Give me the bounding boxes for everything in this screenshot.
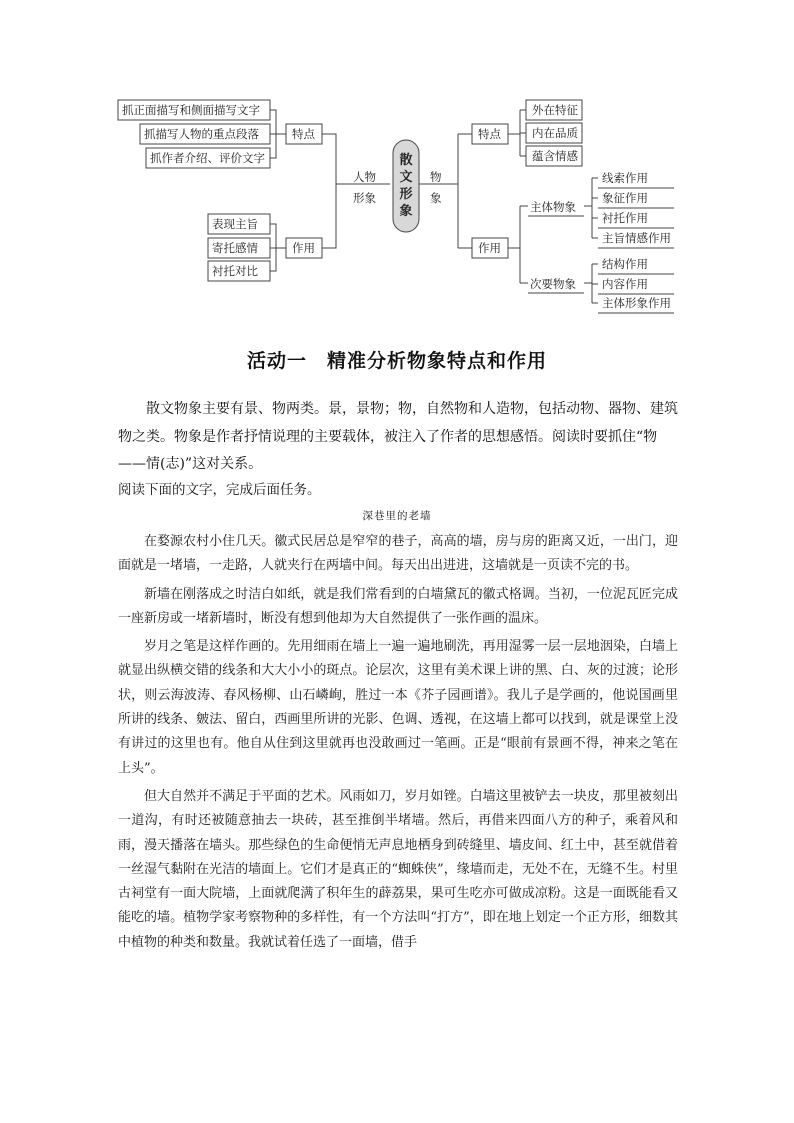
section-heading: 活动一 精准分析物象特点和作用	[246, 350, 547, 372]
story-paragraph: 岁月之笔是这样作画的。先用细雨在墙上一遍一遍地刷洗，再用湿雾一层一层地洇染，白墙上就显出纵横交错的线条和大大小小的斑点。论层次，这里有美术课上讲的黑、白、灰的过渡；论形状，则云海波涛、春风杨柳、山石嶙峋，胜过一本《芥子园画谱》。我儿子是学画的，他说国画里所讲的线条、皴法、留白，西画里所讲的光影、色调、透视，在这墙上都可以找到，就是课堂上没有讲过的这里也有。他自从住到这里就再也没敢画过一笔画。正是“眼前有景画不得，神来之笔在上头”。	[118, 639, 678, 776]
right-function-label: 作用	[478, 241, 501, 255]
left-feature-item: 抓作者介绍、评价文字	[150, 151, 265, 165]
main-object-item: 衬托作用	[602, 211, 648, 225]
story-paragraph: 新墙在刚落成之时洁白如纸，就是我们常看到的白墙黛瓦的徽式格调。当初，一位泥瓦匠完成一座新房或一堵新墙时，断没有想到他却为大自然提供了一张作画的温床。	[118, 586, 678, 626]
left-function-item: 衬托对比	[212, 264, 258, 278]
right-feature-item: 外在特征	[532, 103, 578, 117]
reading-instruction: 阅读下面的文字，完成后面任务。	[118, 482, 321, 498]
left-branch-label: 形象	[353, 191, 376, 205]
main-object-label: 主体物象	[530, 200, 576, 214]
left-feature-item: 抓描写人物的重点段落	[144, 127, 259, 141]
intro-paragraph: 散文物象主要有景、物两类。景，景物；物，自然物和人造物，包括动物、器物、建筑物之类。物象是作者抒情说理的主要载体，被注入了作者的思想感悟。阅读时要抓住“物——情(志)”这对关系。	[118, 401, 678, 472]
right-branch-label: 物	[430, 170, 442, 184]
underline	[598, 188, 674, 313]
connector	[584, 178, 598, 238]
main-object-item: 象征作用	[602, 191, 648, 205]
secondary-object-label: 次要物象	[530, 277, 576, 291]
secondary-object-item: 主体形象作用	[602, 296, 671, 310]
connector	[508, 110, 526, 156]
connector	[270, 224, 286, 271]
connector	[418, 134, 472, 248]
right-feature-item: 蕴含情感	[532, 149, 578, 163]
left-features-label: 特点	[292, 127, 315, 141]
main-object-item: 线索作用	[602, 171, 648, 185]
left-function-item: 寄托感情	[212, 241, 258, 255]
left-function-label: 作用	[292, 241, 315, 255]
connector	[270, 110, 286, 158]
concept-mindmap	[0, 0, 794, 330]
secondary-object-item: 结构作用	[602, 257, 648, 271]
left-feature-item: 抓正面描写和侧面描写文字	[122, 103, 260, 117]
right-branch-label: 象	[430, 191, 442, 205]
left-function-item: 表现主旨	[212, 217, 258, 231]
story-title: 深巷里的老墙	[362, 510, 432, 522]
connector	[584, 264, 598, 303]
left-branch-label: 人物	[353, 170, 376, 184]
right-feature-item: 内在品质	[532, 126, 578, 140]
secondary-object-item: 内容作用	[602, 277, 648, 291]
story-body	[118, 530, 678, 959]
main-object-item: 主旨情感作用	[602, 231, 671, 245]
right-features-label: 特点	[478, 127, 501, 141]
connector	[508, 206, 528, 283]
story-paragraph: 但大自然并不满足于平面的艺术。风雨如刀，岁月如锉。白墙这里被铲去一块皮，那里被刻出一道沟，有时还被随意抽去一块砖，甚至推倒半堵墙。然后，再借来四面八方的种子，乘着风和雨，漫天播落在墙头。那些绿色的生命便悄无声息地栖身到砖缝里、墙皮间、红土中，甚至就借着一丝湿气黏附在光洁的墙面上。它们才是真正的“蜘蛛侠”，缘墙而走，无处不在，无缝不生。村里古祠堂有一面大院墙，上面就爬满了积年生的薜荔果，果可生吃亦可做成凉粉。这是一面既能看又能吃的墙。植物学家考察物种的多样性，有一个方法叫“打方”，即在地上划定一个正方形，细数其中植物的种类和数量。我就试着任选了一面墙，借手	[118, 788, 678, 950]
center-node-label: 散文形象	[399, 153, 413, 219]
story-paragraph: 在婺源农村小住几天。徽式民居总是窄窄的巷子，高高的墙，房与房的距离又近，一出门，迎面就是一堵墙，一走路，人就夹行在两墙中间。每天出出进进，这墙就是一页读不完的书。	[118, 534, 678, 574]
